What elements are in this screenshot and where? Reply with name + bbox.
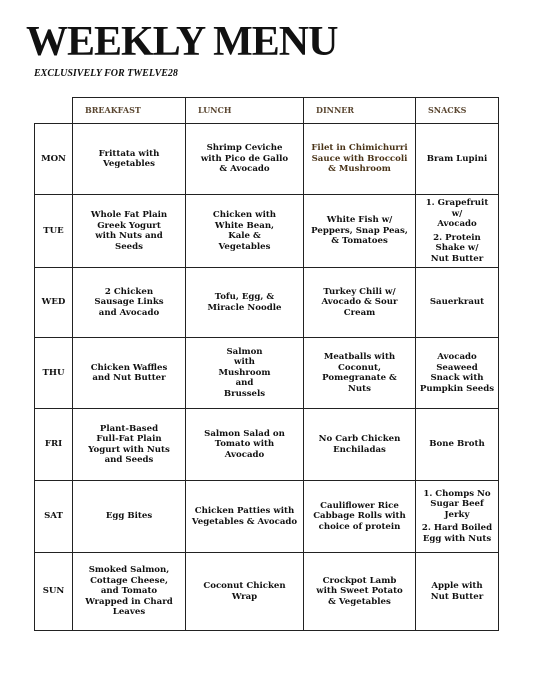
breakfast-cell: Chicken Waffles and Nut Butter [73, 338, 186, 409]
breakfast-cell: Whole Fat Plain Greek Yogurt with Nuts and Seeds [73, 195, 186, 268]
day-label: SAT [35, 481, 73, 553]
lunch-cell: Shrimp Ceviche with Pico de Gallo & Avocado [186, 124, 304, 195]
table-row [35, 553, 499, 631]
day-label: WED [35, 268, 73, 338]
snack-item: 2. Protein Shake w/ Nut Butter [430, 232, 484, 264]
snack-item: 2. Hard Boiled Egg with Nuts [421, 523, 493, 544]
column-header-lunch: LUNCH [186, 98, 304, 124]
column-header-snacks: SNACKS [416, 98, 499, 124]
lunch-cell: Chicken Patties with Vegetables & Avocado [186, 481, 304, 553]
lunch-cell: Tofu, Egg, & Miracle Noodle [186, 268, 304, 338]
header-corner [35, 98, 73, 124]
dinner-cell: No Carb Chicken Enchiladas [304, 409, 416, 481]
dinner-cell: White Fish w/ Peppers, Snap Peas, & Tomatoes [304, 195, 416, 268]
column-header-dinner: DINNER [304, 98, 416, 124]
table-header-row [35, 98, 499, 124]
breakfast-cell: 2 Chicken Sausage Links and Avocado [73, 268, 186, 338]
day-label: FRI [35, 409, 73, 481]
table-row [35, 409, 499, 481]
lunch-cell: Salmon with Mushroom and Brussels [186, 338, 304, 409]
day-label: SUN [35, 553, 73, 631]
table-row [35, 338, 499, 409]
dinner-cell: Crockpot Lamb with Sweet Potato & Vegetables [304, 553, 416, 631]
lunch-cell: Salmon Salad on Tomato with Avocado [186, 409, 304, 481]
lunch-cell: Chicken with White Bean, Kale & Vegetables [186, 195, 304, 268]
snack-item: 1. Chomps No Sugar Beef Jerky [423, 488, 491, 520]
snacks-cell: Bone Broth [416, 409, 499, 481]
snacks-cell: Apple with Nut Butter [416, 553, 499, 631]
snack-item: 1. Grapefruit w/ Avocado [425, 198, 489, 229]
snacks-cell: Avocado Seaweed Snack with Pumpkin Seeds [416, 338, 499, 409]
page-subtitle: EXCLUSIVELY FOR TWELVE28 [34, 68, 178, 79]
dinner-cell: Turkey Chili w/ Avocado & Sour Cream [304, 268, 416, 338]
breakfast-cell: Frittata with Vegetables [73, 124, 186, 195]
day-label: THU [35, 338, 73, 409]
dinner-cell: Cauliflower Rice Cabbage Rolls with choice of protein [304, 481, 416, 553]
table-row [35, 195, 499, 268]
breakfast-cell: Smoked Salmon, Cottage Cheese, and Tomato Wrapped in Chard Leaves [73, 553, 186, 631]
day-label: MON [35, 124, 73, 195]
weekly-menu-table [34, 97, 499, 631]
table-row [35, 481, 499, 553]
snacks-cell: Bram Lupini [416, 124, 499, 195]
column-header-breakfast: BREAKFAST [73, 98, 186, 124]
day-label: TUE [35, 195, 73, 268]
table-row [35, 268, 499, 338]
breakfast-cell: Plant-Based Full-Fat Plain Yogurt with Nuts and Seeds [73, 409, 186, 481]
snacks-cell [416, 481, 499, 553]
breakfast-cell: Egg Bites [73, 481, 186, 553]
snacks-cell [416, 195, 499, 268]
table-row [35, 124, 499, 195]
dinner-cell: Meatballs with Coconut, Pomegranate & Nuts [304, 338, 416, 409]
lunch-cell: Coconut Chicken Wrap [186, 553, 304, 631]
snacks-cell: Sauerkraut [416, 268, 499, 338]
page-title: WEEKLY MENU [26, 19, 338, 65]
dinner-cell: Filet in Chimichurri Sauce with Broccoli & Mushroom [304, 124, 416, 195]
